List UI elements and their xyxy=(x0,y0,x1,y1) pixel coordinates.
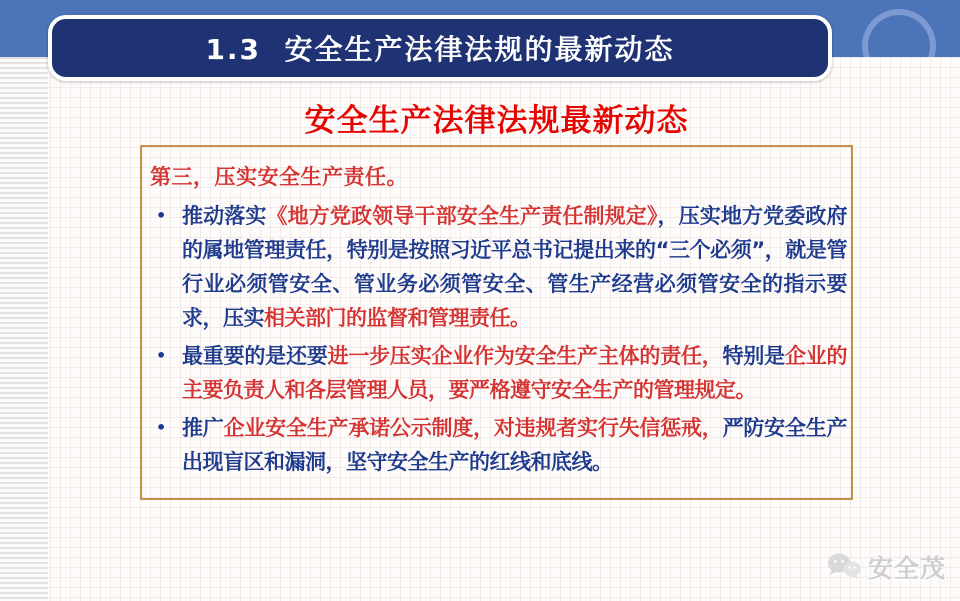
wechat-icon xyxy=(826,552,862,582)
page-title: 安全生产法律法规最新动态 xyxy=(304,103,689,139)
watermark xyxy=(826,549,946,585)
bullet-text xyxy=(182,339,847,407)
content-heading: 第三，压实安全生产责任。 xyxy=(150,165,408,189)
text-segment: 推广 xyxy=(182,416,224,440)
circle-arc-decoration xyxy=(862,9,936,57)
bullet-item xyxy=(150,199,847,335)
text-segment: 最重要的是还要 xyxy=(182,344,328,368)
bullet-text xyxy=(182,411,847,479)
text-segment: 严防安全生产出现盲区和漏洞，坚守安全生产的红线和底线。 xyxy=(182,416,848,474)
bullet-marker: • xyxy=(156,346,167,365)
bullet-text xyxy=(182,199,847,335)
text-segment: 推动落实 xyxy=(182,204,267,228)
text-segment: 进一步压实企业作为安全生产主体的责任， xyxy=(327,344,723,368)
text-segment: 特别是 xyxy=(722,344,785,368)
section-header xyxy=(48,15,832,81)
text-segment: 《地方党政领导干部安全生产责任制规定》 xyxy=(266,204,658,228)
section-header-title: 1.3 安全生产法律法规的最新动态 xyxy=(205,33,675,66)
text-segment: 相关部门的监督和管理责任。 xyxy=(264,306,531,330)
bullet-item xyxy=(150,411,847,479)
bullet-marker: • xyxy=(156,418,167,437)
text-segment: 企业的主要负责人和各层管理人员，要严格遵守安全生产的管理规定。 xyxy=(182,344,848,402)
watermark-label: 安全茂 xyxy=(867,554,946,583)
left-stripe-pattern xyxy=(0,57,48,601)
content-box xyxy=(140,145,853,500)
text-segment: ，压实地方党委政府的属地管理责任，特别是按照习近平总书记提出来的“三个必须”，就是管行业必须管安全、管业务必须管安全、管生产经营必须管安全的指示要求，压实 xyxy=(182,204,848,330)
bullet-marker: • xyxy=(156,206,167,225)
bullet-item xyxy=(150,339,847,407)
text-segment: 企业安全生产承诺公示制度，对违规者实行失信惩戒， xyxy=(223,416,723,440)
